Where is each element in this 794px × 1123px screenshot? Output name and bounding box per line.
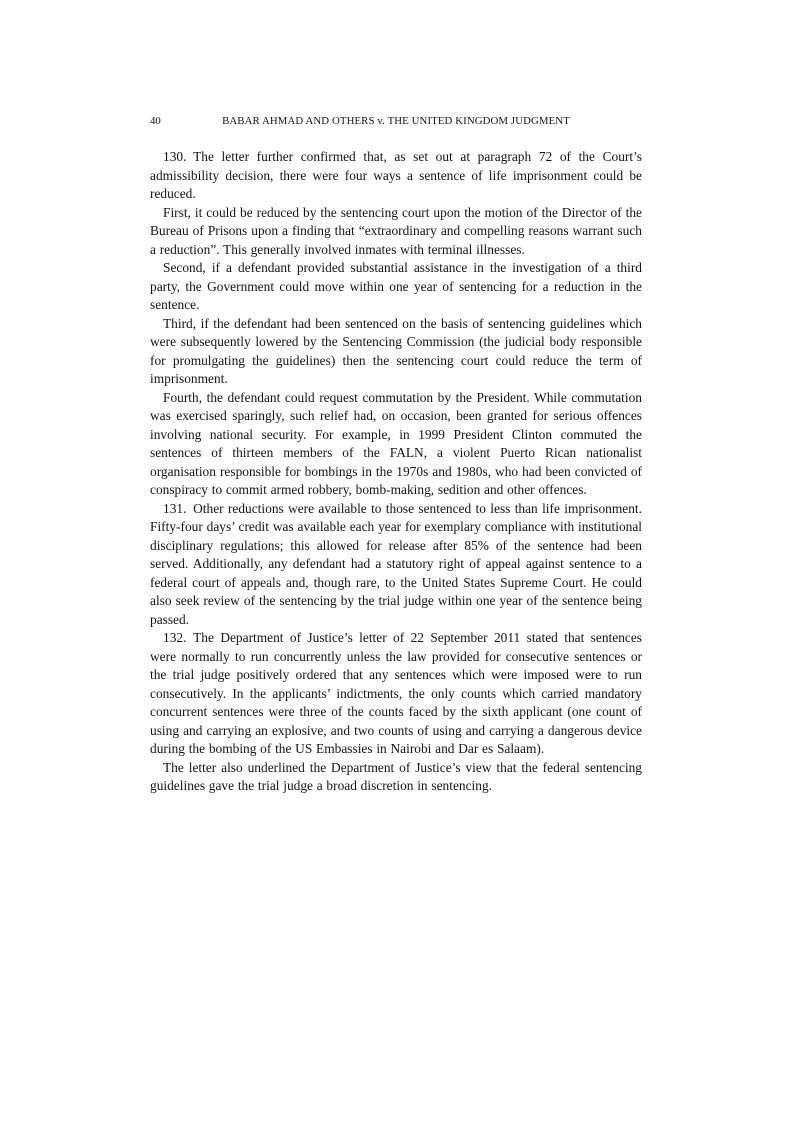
paragraph-second-way: Second, if a defendant provided substantial assistance in the investigation of a third party, the Government could move within one year of sentencing for a reduction in the sentence. (150, 260, 642, 312)
paragraph-closing: The letter also underlined the Department of Justice’s view that the federal sentencing guidelines gave the trial judge a broad discretion in sentencing. (150, 759, 642, 793)
page-header (150, 114, 642, 128)
paragraph-132: 132. The Department of Justice’s letter of 22 September 2011 stated that sentences were normally to run concurrently unless the law provided for consecutive sentences or the trial judge positively ordered that any sentences which were imposed were to run consecutively. In the applicants’ indictments, the only counts which carried mandatory concurrent sentences were three of the counts faced by the sixth applicant (one count of using and carrying an explosive, and two counts of using and carrying a dangerous device during the bombing of the US Embassies in Nairobi and Dar es Salaam). (150, 630, 642, 756)
page-content (150, 114, 642, 796)
paragraph-third-way: Third, if the defendant had been sentenced on the basis of sentencing guidelines which were subsequently lowered by the Sentencing Commission (the judicial body responsible for promulgating the guidelines) then the sentencing court could reduce the term of imprisonment. (150, 315, 642, 386)
document-body (150, 148, 642, 796)
page-number: 40 (150, 115, 161, 127)
paragraph-130: 130. The letter further confirmed that, as set out at paragraph 72 of the Court’s admissibility decision, there were four ways a sentence of life imprisonment could be reduced. (150, 149, 642, 201)
paragraph-first-way: First, it could be reduced by the sentencing court upon the motion of the Director of the Bureau of Prisons upon a finding that “extraordinary and compelling reasons warrant such a reduction”. This generally involved inmates with terminal illnesses. (150, 204, 642, 257)
running-header-title: BABAR AHMAD AND OTHERS v. THE UNITED KINGDOM JUDGMENT (222, 115, 570, 127)
paragraph-131: 131. Other reductions were available to those sentenced to less than life imprisonment. Fifty-four days’ credit was available each year for exemplary compliance with institutional disciplinary regulations; this allowed for release after 85% of the sentence had been served. Additionally, any defendant had a statutory right of appeal against sentence to a federal court of appeals and, though rare, to the United States Supreme Court. He could also seek review of the sentencing by the trial judge within one year of the sentence being passed. (150, 500, 642, 627)
paragraph-fourth-way: Fourth, the defendant could request commutation by the President. While commutation was exercised sparingly, such relief had, on occasion, been granted for serious offences involving national security. For example, in 1999 President Clinton commuted the sentences of thirteen members of the FALN, a violent Puerto Rican nationalist organisation responsible for bombings in the 1970s and 1980s, who had been convicted of conspiracy to commit armed robbery, bomb-making, sedition and other offences. (150, 389, 642, 497)
